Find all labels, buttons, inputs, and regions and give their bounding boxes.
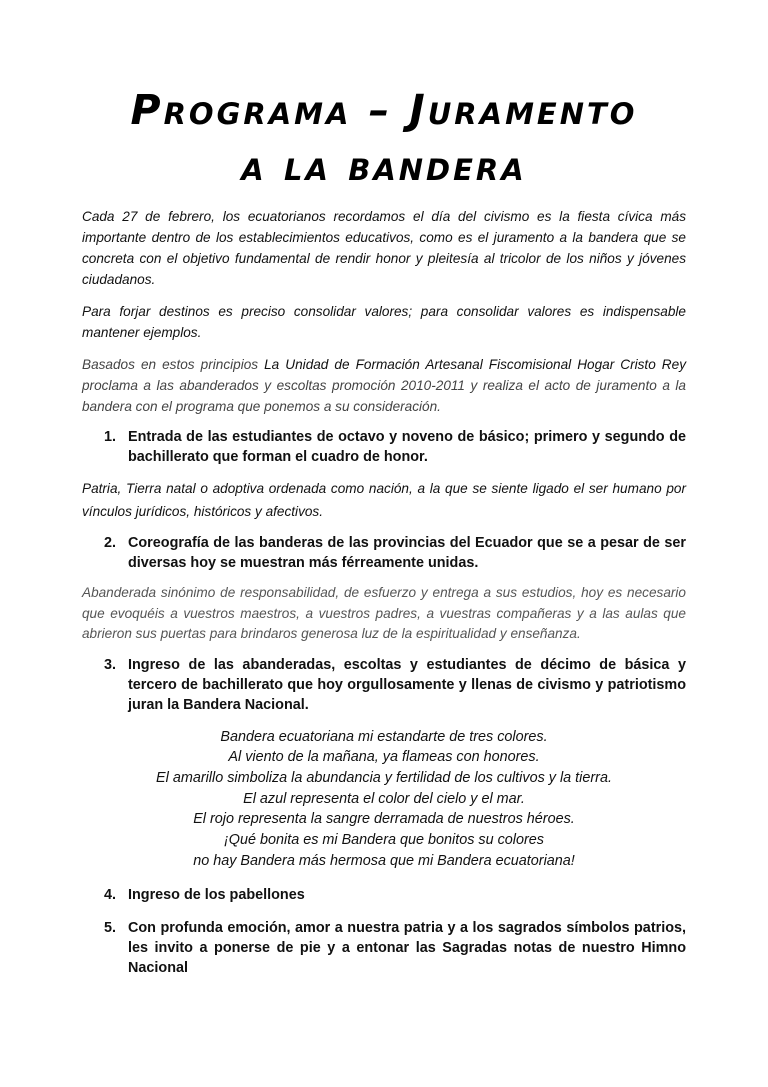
intro-paragraph-2: Para forjar destinos es preciso consolidar valores; para consolidar valores es indispensable mantener ejemplos. [82,304,686,340]
title-line-2: a la bandera [241,142,527,190]
poem-line: Bandera ecuatoriana mi estandarte de tres colores. [220,728,548,745]
poem-line: El rojo representa la sangre derramada de nuestros héroes. [193,811,575,828]
intro-paragraph-3-start: Basados en estos principios [82,357,265,372]
abanderada-paragraph: Abanderada sinónimo de responsabilidad, de esfuerzo y entrega a sus estudios, hoy es necesario que evoquéis a vuestros maestros, a vuestros padres, a vuestras compañeras y a las aulas que abrieron sus puertas para brindaros generosa luz de la espiritualidad y enseñanza. [82,585,686,641]
item-number: 1. [104,429,117,445]
item-text: Ingreso de los pabellones [128,887,305,904]
poem-line: Al viento de la mañana, ya flameas con honores. [228,749,540,766]
program-item [104,427,686,467]
intro-paragraph-1: Cada 27 de febrero, los ecuatorianos recordamos el día del civismo es la fiesta cívica más importante dentro de los establecimientos educativos, como es el juramento a la bandera que se concreta con el objetivo fundamental de rendir honor y pleitesía al tricolor de los niños y jóvenes ciudadanos. [82,209,686,287]
organization-name: La Unidad de Formación Artesanal Fiscomisional Hogar Cristo Rey [264,357,686,372]
item-text: Ingreso de las abanderadas, escoltas y estudiantes de décimo de básica y tercero de bachillerato que hoy orgullosamente y llenas de civismo y patriotismo juran la Bandera Nacional. [128,656,686,713]
item-text: Con profunda emoción, amor a nuestra patria y a los sagrados símbolos patrios, les invito a ponerse de pie y a entonar las Sagradas notas de nuestro Himno Nacional [128,920,686,977]
patria-paragraph: Patria, Tierra natal o adoptiva ordenada como nación, a la que se siente ligado el ser humano por vínculos jurídicos, históricos y afectivos. [82,481,686,519]
item-number: 5. [104,920,117,937]
intro-paragraph-3-end: proclama a las abanderados y escoltas promoción 2010-2011 y realiza el acto de juramento a la bandera con el programa que ponemos a su consideración. [82,378,686,414]
program-item [104,655,686,715]
poem-line: El azul representa el color del cielo y el mar. [243,790,525,807]
program-item [104,533,686,573]
item-number: 3. [104,656,117,673]
item-number: 2. [104,535,117,551]
flag-poem [82,727,686,872]
poem-line: El amarillo simboliza la abundancia y fertilidad de los cultivos y la tierra. [156,769,612,786]
item-text: Coreografía de las banderas de las provincias del Ecuador que se a pesar de ser diversas hoy se muestran más férreamente unidas. [128,535,686,571]
program-item [104,885,686,905]
program-item [104,918,686,978]
item-number: 4. [104,887,117,904]
poem-line: no hay Bandera más hermosa que mi Bandera ecuatoriana! [193,852,575,869]
poem-line: ¡Qué bonita es mi Bandera que bonitos su colores [224,832,544,849]
item-text: Entrada de las estudiantes de octavo y noveno de básico; primero y segundo de bachillerato que forman el cuadro de honor. [128,429,686,465]
page-title [82,82,686,194]
intro-paragraph-3 [82,354,686,417]
title-line-1: Programa – Juramento [130,86,638,134]
